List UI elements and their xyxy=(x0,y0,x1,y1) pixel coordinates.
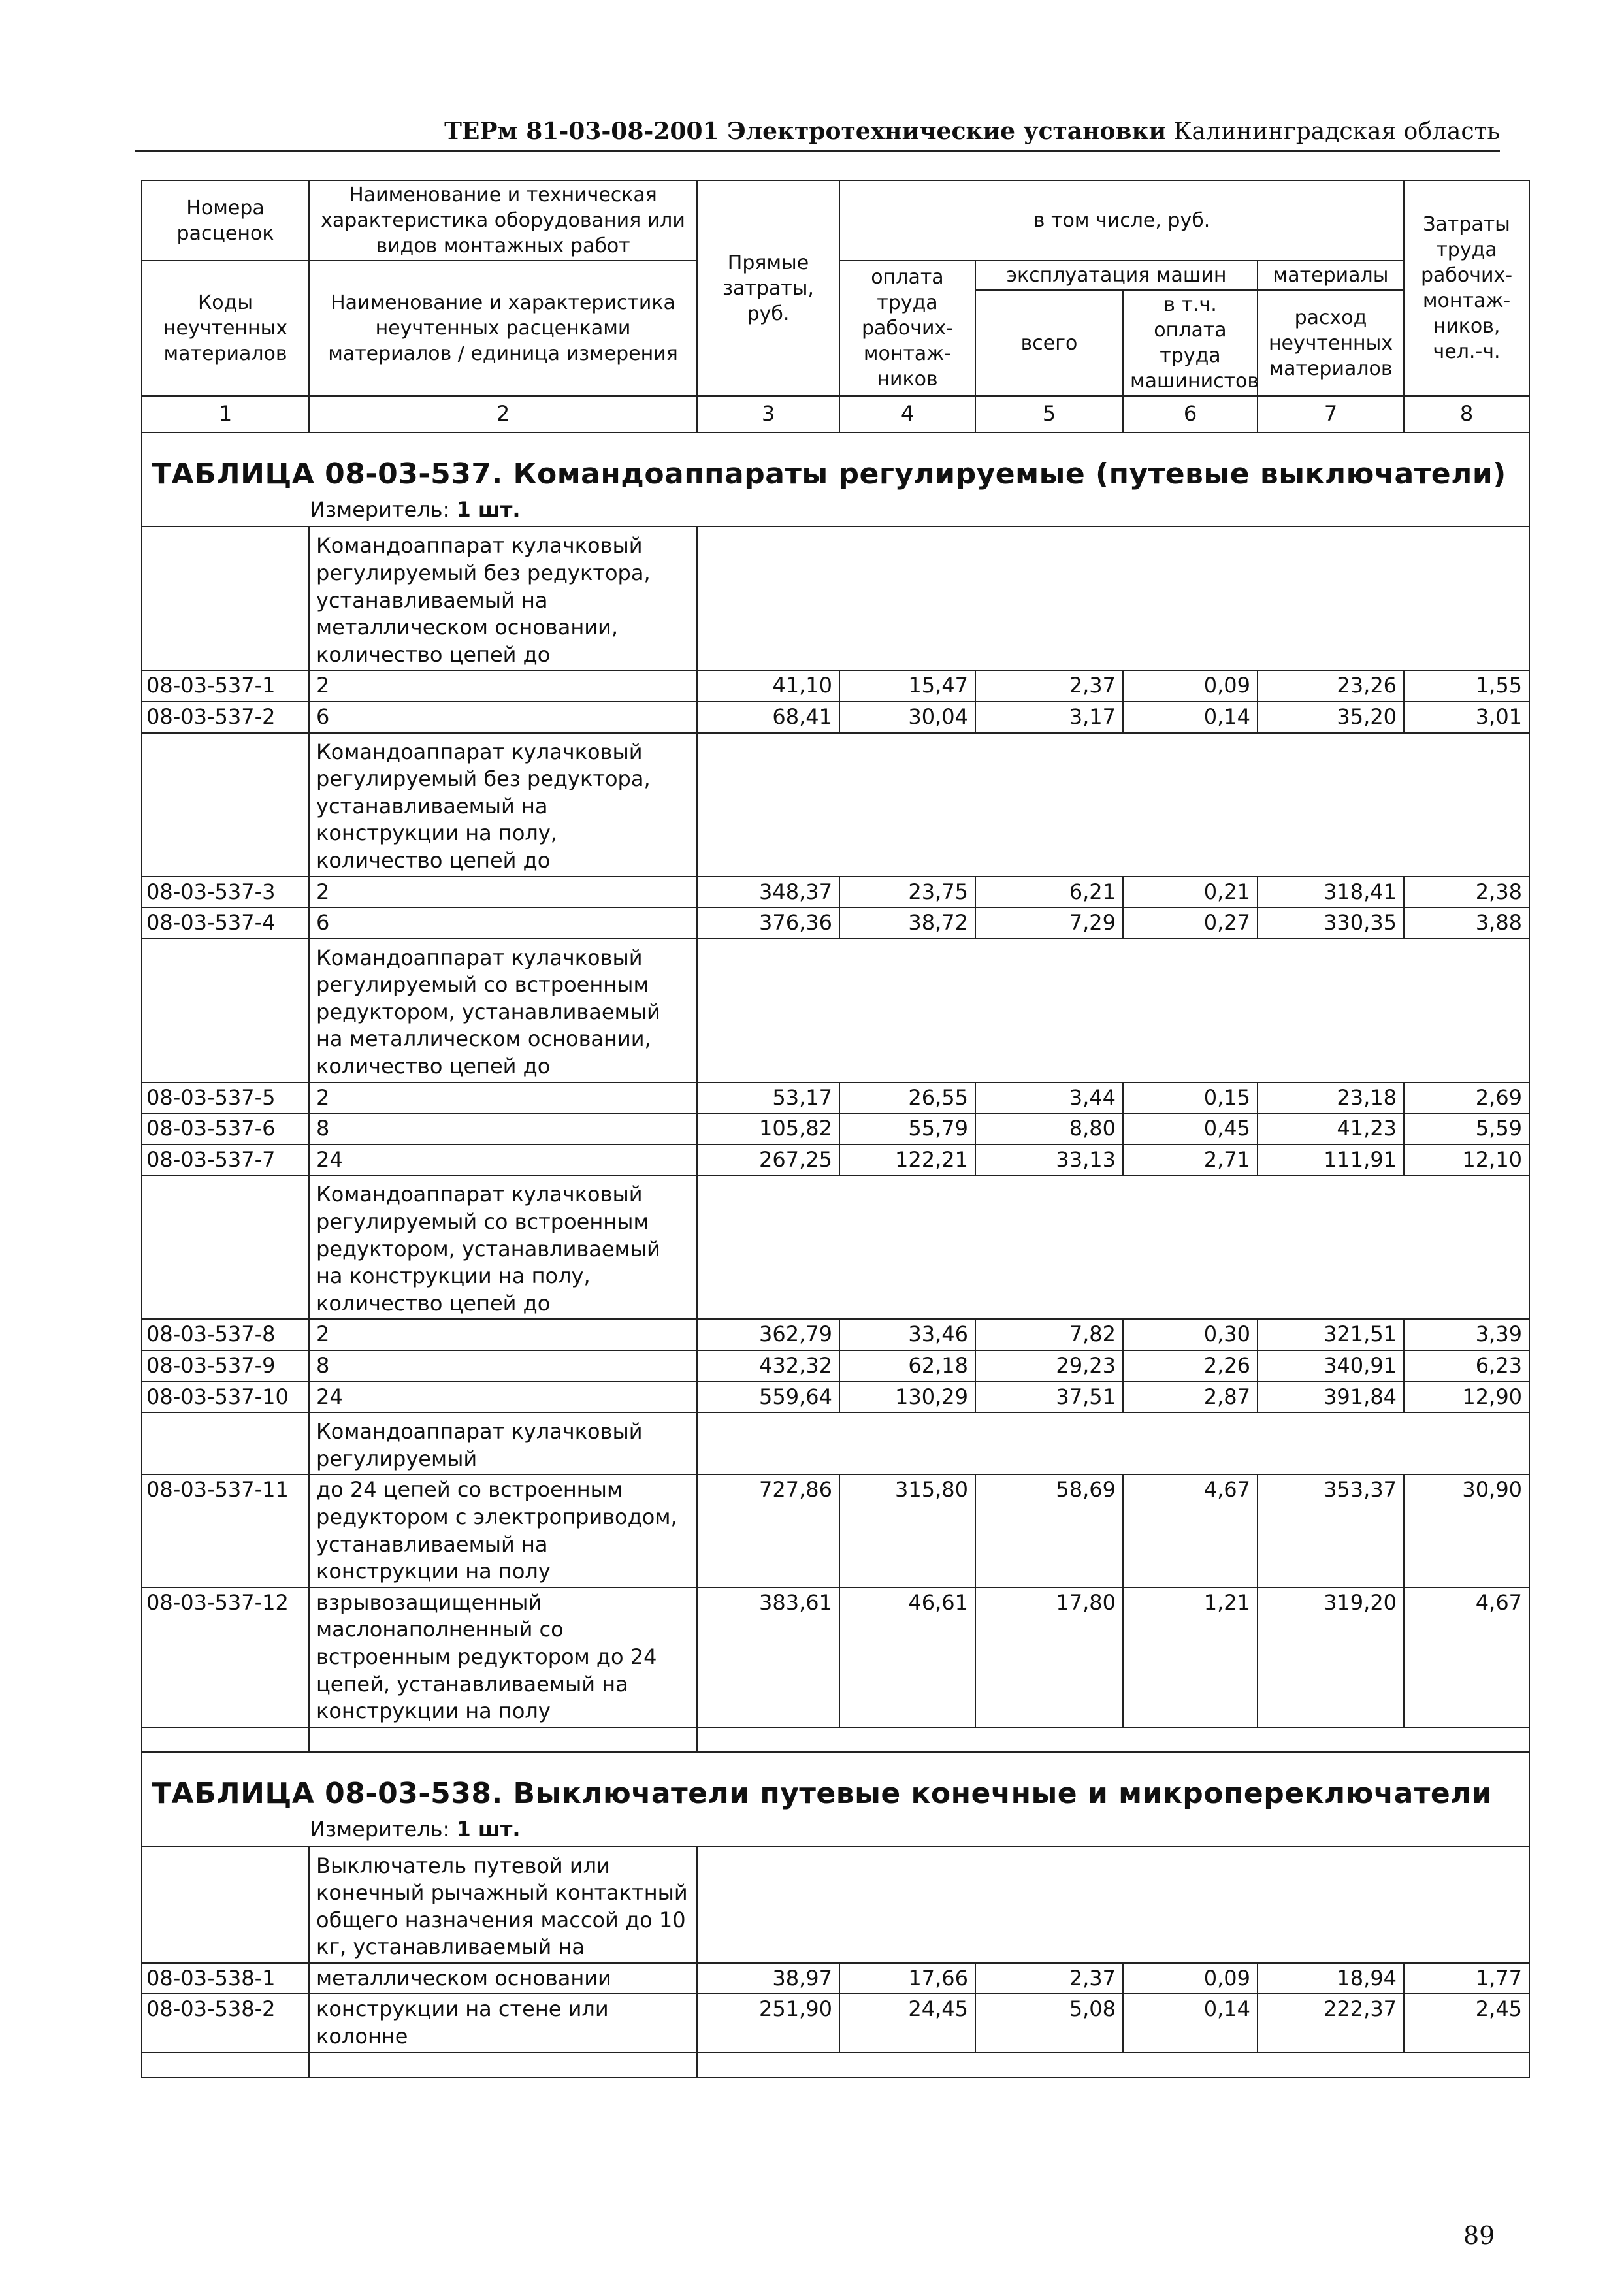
wage-cost: 24,45 xyxy=(839,1994,975,2052)
material-cost: 321,51 xyxy=(1258,1319,1404,1350)
machines-total: 33,13 xyxy=(975,1145,1123,1176)
group-description-row xyxy=(142,939,1529,1082)
labor-hours: 4,67 xyxy=(1404,1587,1529,1727)
direct-costs: 559,64 xyxy=(697,1382,839,1413)
page-number: 89 xyxy=(1463,2221,1495,2250)
wage-cost: 315,80 xyxy=(839,1474,975,1587)
direct-costs: 105,82 xyxy=(697,1113,839,1145)
direct-costs: 376,36 xyxy=(697,907,839,939)
rate-code: 08-03-537-6 xyxy=(142,1113,309,1145)
machines-total: 29,23 xyxy=(975,1350,1123,1382)
table-row xyxy=(142,1145,1529,1176)
labor-hours: 12,10 xyxy=(1404,1145,1529,1176)
machines-total: 5,08 xyxy=(975,1994,1123,2052)
table-row xyxy=(142,1113,1529,1145)
table-row xyxy=(142,877,1529,908)
group-description-row xyxy=(142,733,1529,877)
empty-cell xyxy=(142,1412,309,1474)
machines-total: 8,80 xyxy=(975,1113,1123,1145)
table-row xyxy=(142,702,1529,733)
table-row xyxy=(142,1963,1529,1994)
header-codes-b: Коды неучтенных материалов xyxy=(142,261,309,396)
direct-costs: 251,90 xyxy=(697,1994,839,2052)
wage-cost: 55,79 xyxy=(839,1113,975,1145)
machines-total: 7,82 xyxy=(975,1319,1123,1350)
wage-cost: 33,46 xyxy=(839,1319,975,1350)
wage-cost: 26,55 xyxy=(839,1082,975,1114)
machines-total: 6,21 xyxy=(975,877,1123,908)
table-title: ТАБЛИЦА 08-03-538. Выключатели путевые конечные и микропереключатели xyxy=(152,1776,1493,1810)
header-name-b: Наименование и характеристика неучтенных расценками материалов / единица измерения xyxy=(309,261,697,396)
rate-name: 8 xyxy=(309,1113,697,1145)
header-driver-wage: в т.ч. оплата труда машинистов xyxy=(1123,290,1258,396)
labor-hours: 3,39 xyxy=(1404,1319,1529,1350)
labor-hours: 2,69 xyxy=(1404,1082,1529,1114)
running-header xyxy=(135,118,1500,152)
spacer-row xyxy=(142,2053,1529,2077)
machines-total: 37,51 xyxy=(975,1382,1123,1413)
direct-costs: 38,97 xyxy=(697,1963,839,1994)
rate-code: 08-03-537-9 xyxy=(142,1350,309,1382)
rate-code: 08-03-537-10 xyxy=(142,1382,309,1413)
empty-cell xyxy=(309,1727,697,1752)
table-row xyxy=(142,1382,1529,1413)
wage-cost: 38,72 xyxy=(839,907,975,939)
rate-name: 2 xyxy=(309,670,697,702)
labor-hours: 1,55 xyxy=(1404,670,1529,702)
labor-hours: 2,45 xyxy=(1404,1994,1529,2052)
measure-row xyxy=(142,495,1529,527)
group-description: Командоаппарат кулачковый регулируемый без редуктора, устанавливаемый на металлическом основании, количество цепей до xyxy=(309,527,697,670)
machines-total: 58,69 xyxy=(975,1474,1123,1587)
driver-wage: 2,26 xyxy=(1123,1350,1258,1382)
rate-name: 2 xyxy=(309,1082,697,1114)
driver-wage: 2,71 xyxy=(1123,1145,1258,1176)
empty-cell xyxy=(697,939,1529,1082)
table-title-cell xyxy=(142,432,1529,495)
rate-code: 08-03-537-4 xyxy=(142,907,309,939)
header-materials: материалы xyxy=(1258,261,1404,290)
rate-name: 6 xyxy=(309,702,697,733)
material-cost: 391,84 xyxy=(1258,1382,1404,1413)
material-cost: 41,23 xyxy=(1258,1113,1404,1145)
header-name-a: Наименование и техническая характеристика оборудования или видов монтажных работ xyxy=(309,180,697,261)
rate-code: 08-03-538-1 xyxy=(142,1963,309,1994)
header-including: в том числе, руб. xyxy=(839,180,1404,261)
group-description: Командоаппарат кулачковый регулируемый со встроенным редуктором, устанавливаемый на конструкции на полу, количество цепей до xyxy=(309,1175,697,1319)
direct-costs: 267,25 xyxy=(697,1145,839,1176)
driver-wage: 1,21 xyxy=(1123,1587,1258,1727)
rate-code: 08-03-537-8 xyxy=(142,1319,309,1350)
wage-cost: 17,66 xyxy=(839,1963,975,1994)
rate-code: 08-03-537-2 xyxy=(142,702,309,733)
labor-hours: 3,01 xyxy=(1404,702,1529,733)
empty-cell xyxy=(309,2053,697,2077)
direct-costs: 348,37 xyxy=(697,877,839,908)
labor-hours: 3,88 xyxy=(1404,907,1529,939)
labor-hours: 6,23 xyxy=(1404,1350,1529,1382)
driver-wage: 0,09 xyxy=(1123,670,1258,702)
rate-code: 08-03-537-12 xyxy=(142,1587,309,1727)
machines-total: 2,37 xyxy=(975,670,1123,702)
material-cost: 111,91 xyxy=(1258,1145,1404,1176)
measure-cell xyxy=(142,1815,1529,1847)
header-codes-a: Номера расценок xyxy=(142,180,309,261)
col-number: 3 xyxy=(697,396,839,432)
rate-code: 08-03-537-7 xyxy=(142,1145,309,1176)
col-number: 2 xyxy=(309,396,697,432)
rate-code: 08-03-537-1 xyxy=(142,670,309,702)
group-description-row xyxy=(142,1412,1529,1474)
rate-name: 24 xyxy=(309,1382,697,1413)
measure-label: Измеритель: xyxy=(310,1816,450,1842)
wage-cost: 30,04 xyxy=(839,702,975,733)
labor-hours: 5,59 xyxy=(1404,1113,1529,1145)
empty-cell xyxy=(142,733,309,877)
direct-costs: 432,32 xyxy=(697,1350,839,1382)
header-wage: оплата труда рабочих-монтаж-ников xyxy=(839,261,975,396)
header-machines-total: всего xyxy=(975,290,1123,396)
table-row xyxy=(142,1082,1529,1114)
material-cost: 353,37 xyxy=(1258,1474,1404,1587)
col-number: 1 xyxy=(142,396,309,432)
empty-cell xyxy=(142,1847,309,1963)
empty-cell xyxy=(142,1175,309,1319)
measure-value: 1 шт. xyxy=(456,496,521,522)
machines-total: 7,29 xyxy=(975,907,1123,939)
material-cost: 35,20 xyxy=(1258,702,1404,733)
machines-total: 3,44 xyxy=(975,1082,1123,1114)
col-number: 5 xyxy=(975,396,1123,432)
rate-code: 08-03-538-2 xyxy=(142,1994,309,2052)
machines-total: 2,37 xyxy=(975,1963,1123,1994)
empty-cell xyxy=(697,527,1529,670)
table-title-row xyxy=(142,1752,1529,1815)
material-cost: 222,37 xyxy=(1258,1994,1404,2052)
rate-name: 8 xyxy=(309,1350,697,1382)
direct-costs: 41,10 xyxy=(697,670,839,702)
labor-hours: 30,90 xyxy=(1404,1474,1529,1587)
group-description-row xyxy=(142,1847,1529,1963)
labor-hours: 2,38 xyxy=(1404,877,1529,908)
rate-name: взрывозащищенный маслонаполненный со встроенным редуктором до 24 цепей, устанавливаемый на конструкции на полу xyxy=(309,1587,697,1727)
rate-name: 24 xyxy=(309,1145,697,1176)
empty-cell xyxy=(142,939,309,1082)
header-region: Калининградская область xyxy=(1173,118,1500,145)
group-description: Командоаппарат кулачковый регулируемый со встроенным редуктором, устанавливаемый на металлическом основании, количество цепей до xyxy=(309,939,697,1082)
driver-wage: 4,67 xyxy=(1123,1474,1258,1587)
rate-code: 08-03-537-5 xyxy=(142,1082,309,1114)
driver-wage: 0,14 xyxy=(1123,702,1258,733)
table-row xyxy=(142,1319,1529,1350)
col-number: 6 xyxy=(1123,396,1258,432)
material-cost: 330,35 xyxy=(1258,907,1404,939)
material-cost: 23,18 xyxy=(1258,1082,1404,1114)
header-title: ТЕРм 81-03-08-2001 Электротехнические установки xyxy=(444,118,1167,145)
col-number: 8 xyxy=(1404,396,1529,432)
labor-hours: 1,77 xyxy=(1404,1963,1529,1994)
driver-wage: 0,15 xyxy=(1123,1082,1258,1114)
group-description-row xyxy=(142,527,1529,670)
driver-wage: 0,09 xyxy=(1123,1963,1258,1994)
material-cost: 319,20 xyxy=(1258,1587,1404,1727)
table-row xyxy=(142,1994,1529,2052)
wage-cost: 15,47 xyxy=(839,670,975,702)
spacer-row xyxy=(142,1727,1529,1752)
labor-hours: 12,90 xyxy=(1404,1382,1529,1413)
empty-cell xyxy=(142,527,309,670)
table-title-row xyxy=(142,432,1529,495)
direct-costs: 68,41 xyxy=(697,702,839,733)
measure-row xyxy=(142,1815,1529,1847)
rate-name: 2 xyxy=(309,877,697,908)
empty-cell xyxy=(697,1412,1529,1474)
wage-cost: 122,21 xyxy=(839,1145,975,1176)
empty-cell xyxy=(142,1727,309,1752)
table-row xyxy=(142,1474,1529,1587)
driver-wage: 0,30 xyxy=(1123,1319,1258,1350)
table-row xyxy=(142,670,1529,702)
rate-name: до 24 цепей со встроенным редуктором с электроприводом, устанавливаемый на конструкции на полу xyxy=(309,1474,697,1587)
direct-costs: 727,86 xyxy=(697,1474,839,1587)
direct-costs: 383,61 xyxy=(697,1587,839,1727)
group-description: Командоаппарат кулачковый регулируемый без редуктора, устанавливаемый на конструкции на полу, количество цепей до xyxy=(309,733,697,877)
col-number: 4 xyxy=(839,396,975,432)
empty-cell xyxy=(697,2053,1529,2077)
rate-code: 08-03-537-11 xyxy=(142,1474,309,1587)
driver-wage: 2,87 xyxy=(1123,1382,1258,1413)
empty-cell xyxy=(697,1847,1529,1963)
rates-table xyxy=(141,180,1530,2078)
table-row xyxy=(142,1587,1529,1727)
measure-label: Измеритель: xyxy=(310,496,450,522)
driver-wage: 0,27 xyxy=(1123,907,1258,939)
col-number: 7 xyxy=(1258,396,1404,432)
empty-cell xyxy=(697,1727,1529,1752)
table-title: ТАБЛИЦА 08-03-537. Командоаппараты регулируемые (путевые выключатели) xyxy=(152,457,1506,491)
driver-wage: 0,45 xyxy=(1123,1113,1258,1145)
material-cost: 23,26 xyxy=(1258,670,1404,702)
wage-cost: 130,29 xyxy=(839,1382,975,1413)
rate-name: конструкции на стене или колонне xyxy=(309,1994,697,2052)
measure-cell xyxy=(142,495,1529,527)
empty-cell xyxy=(142,2053,309,2077)
group-description-row xyxy=(142,1175,1529,1319)
group-description: Выключатель путевой или конечный рычажный контактный общего назначения массой до 10 кг, устанавливаемый на xyxy=(309,1847,697,1963)
header-direct-costs: Прямые затраты, руб. xyxy=(697,180,839,396)
direct-costs: 362,79 xyxy=(697,1319,839,1350)
wage-cost: 46,61 xyxy=(839,1587,975,1727)
table-row xyxy=(142,907,1529,939)
rate-code: 08-03-537-3 xyxy=(142,877,309,908)
rate-name: металлическом основании xyxy=(309,1963,697,1994)
material-cost: 318,41 xyxy=(1258,877,1404,908)
driver-wage: 0,21 xyxy=(1123,877,1258,908)
wage-cost: 62,18 xyxy=(839,1350,975,1382)
direct-costs: 53,17 xyxy=(697,1082,839,1114)
table-title-cell xyxy=(142,1752,1529,1815)
machines-total: 3,17 xyxy=(975,702,1123,733)
header-labor: Затраты труда рабочих-монтаж-ников, чел.-ч. xyxy=(1404,180,1529,396)
rate-name: 6 xyxy=(309,907,697,939)
material-cost: 340,91 xyxy=(1258,1350,1404,1382)
driver-wage: 0,14 xyxy=(1123,1994,1258,2052)
group-description: Командоаппарат кулачковый регулируемый xyxy=(309,1412,697,1474)
header-machines: эксплуатация машин xyxy=(975,261,1258,290)
machines-total: 17,80 xyxy=(975,1587,1123,1727)
header-material-cost: расход неучтенных материалов xyxy=(1258,290,1404,396)
wage-cost: 23,75 xyxy=(839,877,975,908)
measure-value: 1 шт. xyxy=(456,1816,521,1842)
rate-name: 2 xyxy=(309,1319,697,1350)
empty-cell xyxy=(697,1175,1529,1319)
empty-cell xyxy=(697,733,1529,877)
material-cost: 18,94 xyxy=(1258,1963,1404,1994)
table-row xyxy=(142,1350,1529,1382)
